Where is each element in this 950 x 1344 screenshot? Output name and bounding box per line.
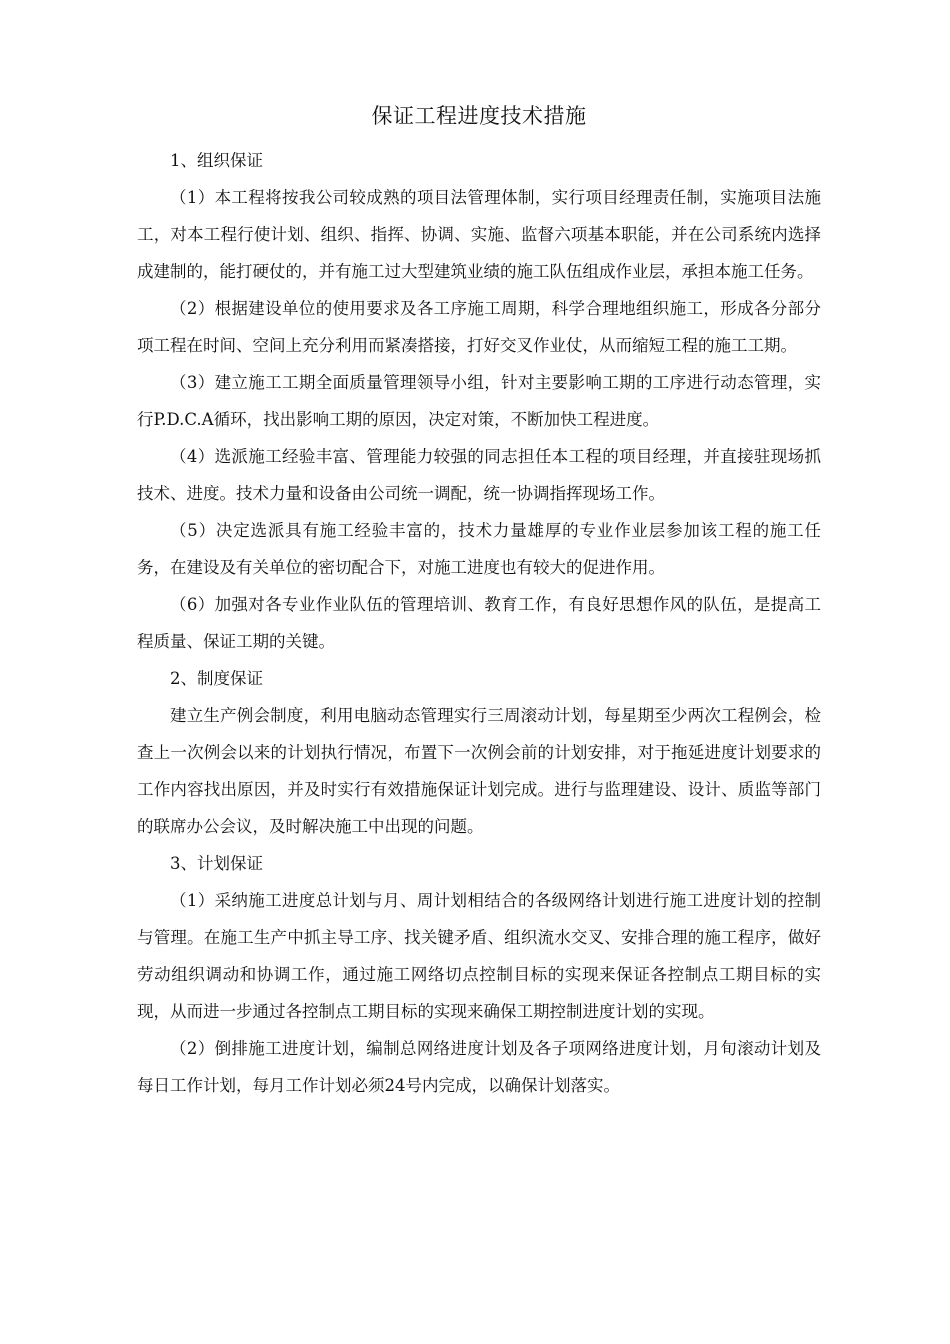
paragraph: （6）加强对各专业作业队伍的管理培训、教育工作，有良好思想作风的队伍，是提高工程质量、保证工期的关键。: [137, 595, 821, 651]
document-page: [137, 100, 821, 1104]
paragraph: （1）采纳施工进度总计划与月、周计划相结合的各级网络计划进行施工进度计划的控制与管理。在施工生产中抓主导工序、找关键矛盾、组织流水交叉、安排合理的施工程序，做好劳动组织调动和协调工作，通过施工网络切点控制目标的实现来保证各控制点工期目标的实现，从而进一步通过各控制点工期目标的实现来确保工期控制进度计划的实现。: [137, 891, 821, 1021]
section-heading-system: 2、制度保证: [170, 669, 263, 688]
section-heading-organization: 1、组织保证: [170, 151, 263, 170]
paragraph: （1）本工程将按我公司较成熟的项目法管理体制，实行项目经理责任制，实施项目法施工，对本工程行使计划、组织、指挥、协调、实施、监督六项基本职能，并在公司系统内选择成建制的，能打硬仗的，并有施工过大型建筑业绩的施工队伍组成作业层，承担本施工任务。: [137, 188, 821, 281]
paragraph: （4）选派施工经验丰富、管理能力较强的同志担任本工程的项目经理，并直接驻现场抓技术、进度。技术力量和设备由公司统一调配，统一协调指挥现场工作。: [137, 447, 821, 503]
paragraph: 建立生产例会制度，利用电脑动态管理实行三周滚动计划，每星期至少两次工程例会，检查上一次例会以来的计划执行情况，布置下一次例会前的计划安排，对于拖延进度计划要求的工作内容找出原因，并及时实行有效措施保证计划完成。进行与监理建设、设计、质监等部门的联席办公会议，及时解决施工中出现的问题。: [137, 706, 821, 836]
document-title: 保证工程进度技术措施: [371, 104, 587, 128]
section-heading-plan: 3、计划保证: [170, 854, 263, 873]
paragraph: （3）建立施工工期全面质量管理领导小组，针对主要影响工期的工序进行动态管理，实行P.D.C.A循环，找出影响工期的原因，决定对策，不断加快工程进度。: [137, 373, 821, 429]
paragraph: （5）决定选派具有施工经验丰富的，技术力量雄厚的专业作业层参加该工程的施工任务，在建设及有关单位的密切配合下，对施工进度也有较大的促进作用。: [137, 521, 821, 577]
paragraph: （2）根据建设单位的使用要求及各工序施工周期，科学合理地组织施工，形成各分部分项工程在时间、空间上充分利用而紧凑搭接，打好交叉作业仗，从而缩短工程的施工工期。: [137, 299, 821, 355]
paragraph: （2）倒排施工进度计划，编制总网络进度计划及各子项网络进度计划，月旬滚动计划及每日工作计划，每月工作计划必须24号内完成，以确保计划落实。: [137, 1039, 821, 1095]
